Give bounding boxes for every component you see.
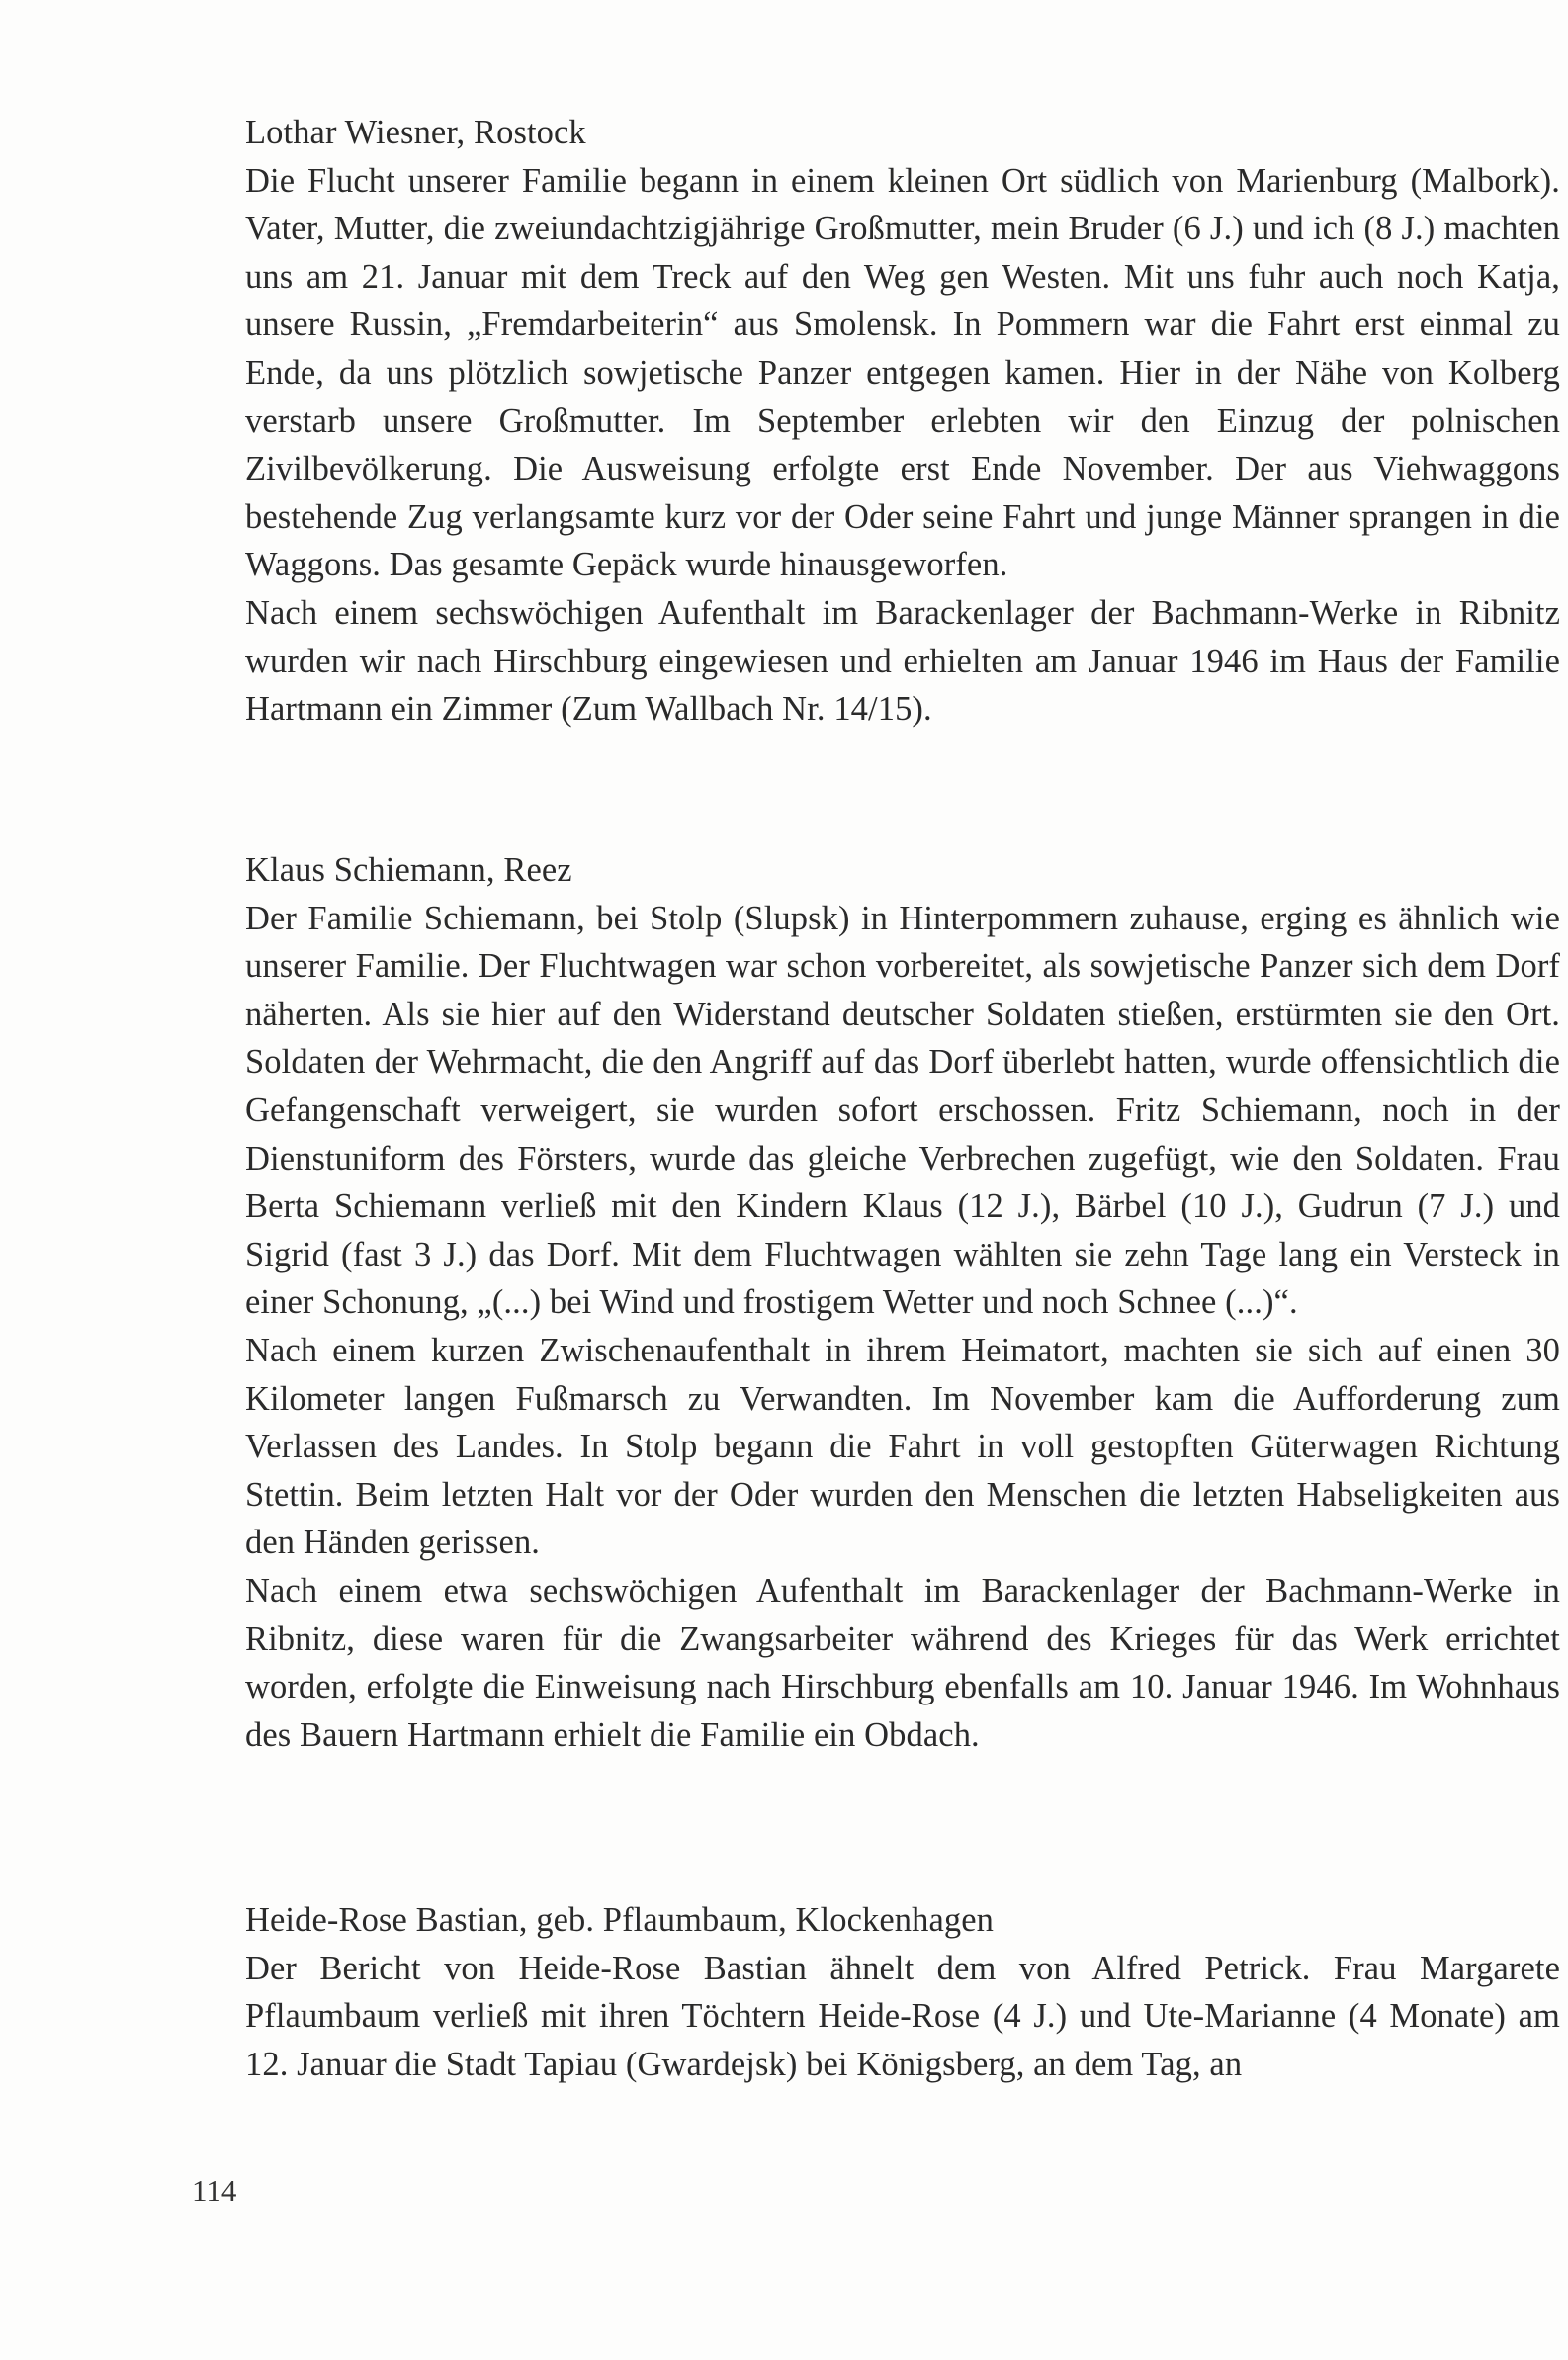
section-heading: Klaus Schiemann, Reez: [245, 851, 572, 889]
paragraph: Der Bericht von Heide-Rose Bastian ähnelt dem von Alfred Petrick. Frau Margarete Pflaumbaum verließ mit ihren Töchtern Heide-Rose (4 J.) und Ute-Marianne (4 Monate) am 12. Januar die Stadt Tapiau (Gwardejsk) bei Königsberg, an dem Tag, an: [245, 1949, 1560, 2083]
paragraph: Nach einem etwa sechswöchigen Aufenthalt im Barackenlager der Bachmann-Werke in Ribnitz, diese waren für die Zwangsarbeiter während des Krieges für das Werk errichtet worden, erfolgte die Einweisung nach Hirschburg ebenfalls am 10. Januar 1946. Im Wohnhaus des Bauern Hartmann erhielt die Familie ein Obdach.: [245, 1571, 1560, 1754]
section-heide-rose-bastian: [245, 1896, 1560, 2088]
paragraph: Die Flucht unserer Familie begann in einem kleinen Ort südlich von Marienburg (Malbork). Vater, Mutter, die zweiundachtzigjährige Großmutter, mein Bruder (6 J.) und ich (8 J.) machten uns am 21. Januar mit dem Treck auf den Weg gen Westen. Mit uns fuhr auch noch Katja, unsere Russin, „Fremdarbeiterin“ aus Smolensk. In Pommern war die Fahrt erst einmal zu Ende, da uns plötzlich sowjetische Panzer entgegen kamen. Hier in der Nähe von Kolberg verstarb unsere Großmutter. Im September erlebten wir den Einzug der polnischen Zivilbevölkerung. Die Ausweisung erfolgte erst Ende November. Der aus Viehwaggons bestehende Zug verlangsamte kurz vor der Oder seine Fahrt und junge Männer sprangen in die Waggons. Das gesamte Gepäck wurde hinausgeworfen.: [245, 161, 1560, 584]
paragraph: Der Familie Schiemann, bei Stolp (Slupsk) in Hinterpommern zuhause, erging es ähnlich wie unserer Familie. Der Fluchtwagen war schon vorbereitet, als sowjetische Panzer sich dem Dorf näherten. Als sie hier auf den Widerstand deutscher Soldaten stießen, erstürmten sie den Ort. Soldaten der Wehrmacht, die den Angriff auf das Dorf überlebt hatten, wurde offensichtlich die Gefangenschaft verweigert, sie wurden sofort erschossen. Fritz Schiemann, noch in der Dienstuniform des Försters, wurde das gleiche Verbrechen zugefügt, wie den Soldaten. Frau Berta Schiemann verließ mit den Kindern Klaus (12 J.), Bärbel (10 J.), Gudrun (7 J.) und Sigrid (fast 3 J.) das Dorf. Mit dem Fluchtwagen wählten sie zehn Tage lang ein Versteck in einer Schonung, „(...) bei Wind und frostigem Wetter und noch Schnee (...)“.: [245, 899, 1560, 1322]
section-klaus-schiemann: [245, 846, 1560, 1759]
section-heading: Heide-Rose Bastian, geb. Pflaumbaum, Klockenhagen: [245, 1901, 994, 1939]
section-lothar-wiesner: [245, 109, 1560, 734]
page-number: 114: [192, 2173, 237, 2208]
paragraph: Nach einem kurzen Zwischenaufenthalt in ihrem Heimatort, machten sie sich auf einen 30 Kilometer langen Fußmarsch zu Verwandten. Im November kam die Aufforderung zum Verlassen des Landes. In Stolp begann die Fahrt in voll gestopften Güterwagen Richtung Stettin. Beim letzten Halt vor der Oder wurden den Menschen die letzten Habseligkeiten aus den Händen gerissen.: [245, 1331, 1560, 1562]
section-heading: Lothar Wiesner, Rostock: [245, 114, 586, 151]
paragraph: Nach einem sechswöchigen Aufenthalt im Barackenlager der Bachmann-Werke in Ribnitz wurden wir nach Hirschburg eingewiesen und erhielten am Januar 1946 im Haus der Familie Hartmann ein Zimmer (Zum Wallbach Nr. 14/15).: [245, 593, 1560, 729]
